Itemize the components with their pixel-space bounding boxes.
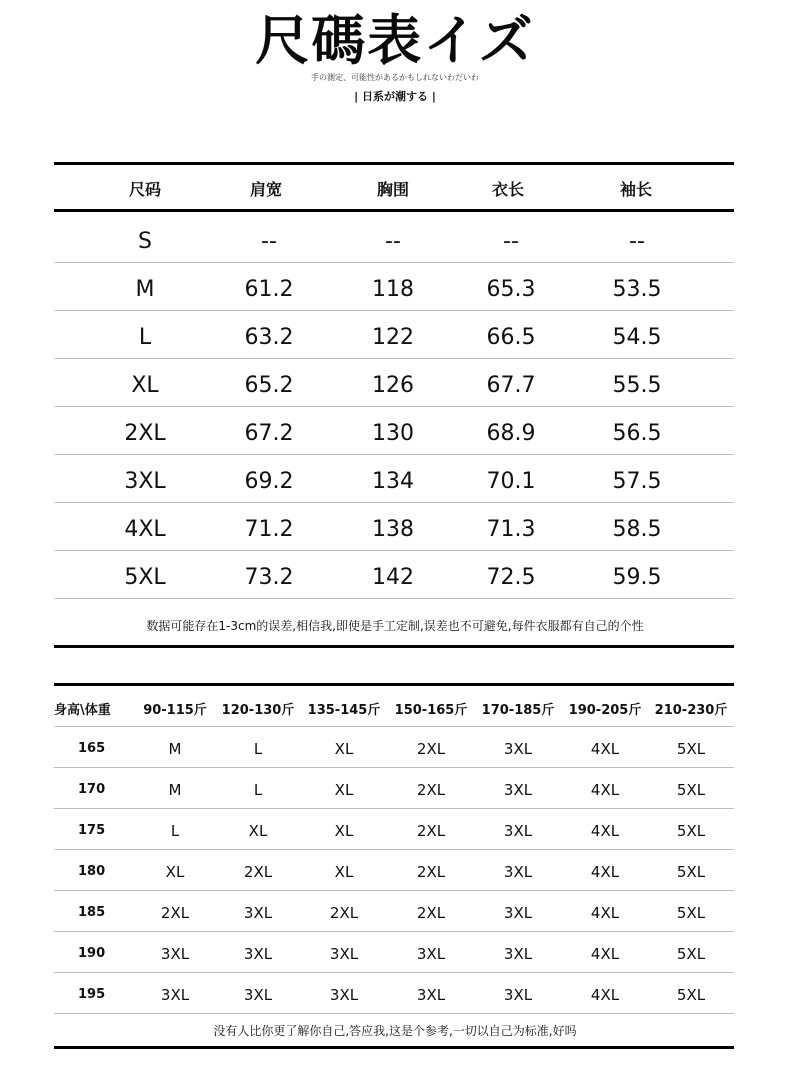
table-cell: 2XL: [416, 863, 446, 881]
table-cell: 3XL: [243, 904, 273, 922]
table-cell: 4XL: [590, 904, 620, 922]
row-divider: [54, 598, 734, 599]
table-cell: S: [138, 229, 152, 254]
table-cell: 70.1: [486, 469, 536, 494]
table-cell: 5XL: [676, 740, 706, 758]
column-header-weight-2: 120-130斤: [221, 703, 295, 718]
table-cell: XL: [334, 781, 354, 799]
table-cell: 118: [372, 277, 414, 302]
table-cell: L: [138, 325, 152, 350]
column-header-length: 衣长: [491, 180, 525, 199]
fit-table-bottom-rule: [54, 1046, 734, 1049]
table-row: [54, 850, 734, 891]
table-cell: 3XL: [329, 945, 359, 963]
table-row: [54, 768, 734, 809]
table-cell: 4XL: [590, 822, 620, 840]
table-cell: 61.2: [244, 277, 294, 302]
table-cell: 57.5: [612, 469, 662, 494]
height-cell: 185: [78, 905, 106, 920]
table-cell: 126: [372, 373, 414, 398]
table-cell: 2XL: [416, 822, 446, 840]
table-cell: 3XL: [243, 986, 273, 1004]
table-cell: 2XL: [416, 740, 446, 758]
table-cell: 3XL: [243, 945, 273, 963]
table-cell: 2XL: [329, 904, 359, 922]
table-cell: 71.3: [486, 517, 536, 542]
table-row: [54, 891, 734, 932]
table-cell: 3XL: [503, 740, 533, 758]
column-header-weight-4: 150-165斤: [394, 703, 468, 718]
column-header-chest: 胸围: [376, 180, 410, 199]
table-cell: XL: [165, 863, 185, 881]
table-cell: 5XL: [676, 904, 706, 922]
table-cell: 3XL: [416, 986, 446, 1004]
table-cell: XL: [334, 740, 354, 758]
table-cell: 3XL: [503, 822, 533, 840]
table-row: [54, 407, 734, 455]
fit-table-top-rule: [54, 683, 734, 686]
table-cell: 4XL: [590, 945, 620, 963]
size-table-note: 数据可能存在1-3cm的误差,相信我,即使是手工定制,误差也不可避免,每件衣服都有自己的个性: [146, 619, 644, 633]
table-cell: XL: [131, 373, 159, 398]
table-cell: --: [385, 229, 401, 254]
table-cell: 5XL: [676, 945, 706, 963]
column-header-weight-5: 170-185斤: [481, 703, 555, 718]
table-cell: 73.2: [244, 565, 294, 590]
table-cell: 142: [372, 565, 414, 590]
table-cell: 3XL: [503, 986, 533, 1004]
page-title: 尺碼表イズ: [255, 9, 535, 72]
table-row: [54, 263, 734, 311]
table-cell: 69.2: [244, 469, 294, 494]
fit-table-header: [54, 690, 734, 726]
table-cell: 63.2: [244, 325, 294, 350]
table-cell: 5XL: [676, 781, 706, 799]
height-cell: 195: [78, 987, 106, 1002]
table-cell: 66.5: [486, 325, 536, 350]
row-divider: [54, 1013, 734, 1014]
table-cell: 5XL: [676, 822, 706, 840]
table-cell: 130: [372, 421, 414, 446]
height-cell: 180: [78, 864, 106, 879]
table-cell: 3XL: [503, 904, 533, 922]
table-row: [54, 809, 734, 850]
page-subtitle: 手の測定、可能性があるかもしれないわだいわ: [311, 73, 479, 82]
table-cell: 134: [372, 469, 414, 494]
table-cell: 5XL: [676, 863, 706, 881]
table-cell: 54.5: [612, 325, 662, 350]
size-table-header: [54, 165, 734, 209]
fit-table-note: 没有人比你更了解你自己,答应我,这是个参考,一切以自己为标准,好吗: [213, 1024, 577, 1038]
table-cell: --: [503, 229, 519, 254]
table-cell: 3XL: [160, 945, 190, 963]
table-cell: 53.5: [612, 277, 662, 302]
table-cell: 67.7: [486, 373, 536, 398]
table-cell: 55.5: [612, 373, 662, 398]
table-cell: 68.9: [486, 421, 536, 446]
table-cell: M: [168, 781, 182, 799]
table-cell: 4XL: [124, 517, 166, 542]
table-cell: 138: [372, 517, 414, 542]
table-row: [54, 215, 734, 263]
table-cell: L: [170, 822, 180, 840]
table-row: [54, 932, 734, 973]
table-cell: 3XL: [160, 986, 190, 1004]
table-cell: 3XL: [124, 469, 166, 494]
table-cell: 2XL: [160, 904, 190, 922]
table-cell: L: [253, 781, 263, 799]
column-header-weight-3: 135-145斤: [307, 703, 381, 718]
table-cell: XL: [334, 863, 354, 881]
table-cell: 58.5: [612, 517, 662, 542]
table-cell: 2XL: [416, 904, 446, 922]
table-row: [54, 727, 734, 768]
table-cell: 4XL: [590, 863, 620, 881]
table-cell: 3XL: [503, 863, 533, 881]
table-cell: 65.2: [244, 373, 294, 398]
table-cell: L: [253, 740, 263, 758]
column-header-height-weight: 身高\体重: [54, 703, 111, 718]
table-cell: 4XL: [590, 986, 620, 1004]
table-row: [54, 359, 734, 407]
table-cell: 59.5: [612, 565, 662, 590]
column-header-weight-1: 90-115斤: [143, 703, 207, 718]
table-row: [54, 551, 734, 599]
table-row: [54, 973, 734, 1014]
height-cell: 190: [78, 946, 106, 961]
table-cell: 3XL: [503, 781, 533, 799]
table-cell: M: [168, 740, 182, 758]
table-cell: 65.3: [486, 277, 536, 302]
table-cell: 4XL: [590, 740, 620, 758]
table-cell: 3XL: [503, 945, 533, 963]
height-cell: 165: [78, 741, 106, 756]
column-header-weight-7: 210-230斤: [654, 703, 728, 718]
table-cell: 122: [372, 325, 414, 350]
column-header-size: 尺码: [128, 180, 162, 199]
table-cell: 5XL: [124, 565, 166, 590]
height-cell: 175: [78, 823, 106, 838]
table-bottom-rule: [54, 645, 734, 648]
table-cell: XL: [334, 822, 354, 840]
table-cell: 2XL: [124, 421, 166, 446]
table-row: [54, 455, 734, 503]
table-cell: XL: [248, 822, 268, 840]
table-cell: 56.5: [612, 421, 662, 446]
table-cell: 3XL: [329, 986, 359, 1004]
column-header-shoulder: 肩宽: [249, 180, 283, 199]
table-cell: 72.5: [486, 565, 536, 590]
table-cell: 4XL: [590, 781, 620, 799]
table-cell: 67.2: [244, 421, 294, 446]
table-cell: --: [629, 229, 645, 254]
table-cell: 71.2: [244, 517, 294, 542]
table-cell: --: [261, 229, 277, 254]
table-cell: 3XL: [416, 945, 446, 963]
table-cell: 2XL: [416, 781, 446, 799]
table-row: [54, 503, 734, 551]
table-row: [54, 311, 734, 359]
height-cell: 170: [78, 782, 106, 797]
table-cell: 2XL: [243, 863, 273, 881]
table-cell: 5XL: [676, 986, 706, 1004]
column-header-weight-6: 190-205斤: [568, 703, 642, 718]
column-header-sleeve: 袖长: [619, 180, 653, 199]
table-cell: M: [135, 277, 155, 302]
header-rule: [54, 209, 734, 212]
page-tagline: | 日系が潮する |: [354, 90, 436, 103]
